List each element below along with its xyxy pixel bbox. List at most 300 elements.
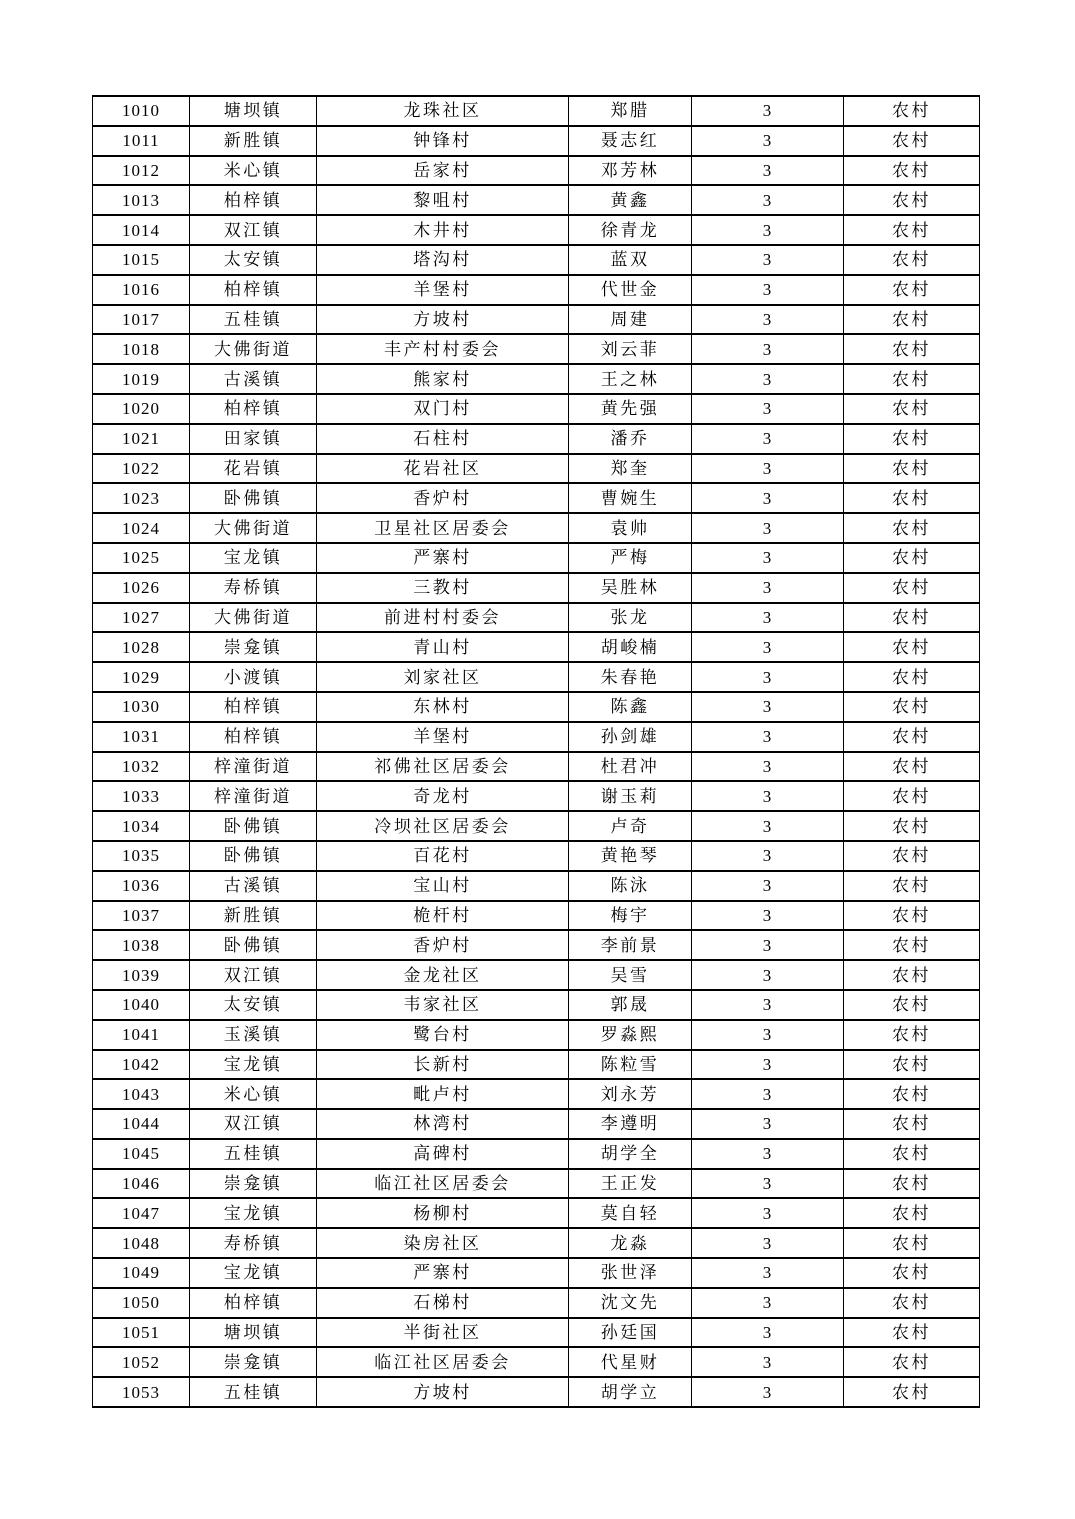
serial-cell: 1051 <box>93 1318 190 1348</box>
serial-cell: 1045 <box>93 1139 190 1169</box>
name-cell: 张世泽 <box>569 1258 692 1288</box>
records-table <box>92 95 980 1408</box>
table-row <box>93 364 980 394</box>
village-cell: 香炉村 <box>317 483 569 513</box>
type-cell: 农村 <box>844 811 980 841</box>
type-cell: 农村 <box>844 543 980 573</box>
serial-cell: 1021 <box>93 424 190 454</box>
village-cell: 羊堡村 <box>317 722 569 752</box>
serial-cell: 1011 <box>93 126 190 156</box>
type-cell: 农村 <box>844 632 980 662</box>
village-cell: 花岩社区 <box>317 454 569 484</box>
serial-cell: 1023 <box>93 483 190 513</box>
type-cell: 农村 <box>844 1198 980 1228</box>
serial-cell: 1026 <box>93 573 190 603</box>
serial-cell: 1031 <box>93 722 190 752</box>
name-cell: 代星财 <box>569 1347 692 1377</box>
serial-cell: 1016 <box>93 275 190 305</box>
table-row <box>93 1050 980 1080</box>
town-cell: 太安镇 <box>190 990 317 1020</box>
count-cell: 3 <box>692 1050 844 1080</box>
type-cell: 农村 <box>844 394 980 424</box>
table-row <box>93 662 980 692</box>
count-cell: 3 <box>692 1079 844 1109</box>
count-cell: 3 <box>692 573 844 603</box>
town-cell: 塘坝镇 <box>190 1318 317 1348</box>
serial-cell: 1012 <box>93 156 190 186</box>
type-cell: 农村 <box>844 215 980 245</box>
table-row <box>93 156 980 186</box>
village-cell: 冷坝社区居委会 <box>317 811 569 841</box>
name-cell: 李遵明 <box>569 1109 692 1139</box>
table-row <box>93 841 980 871</box>
village-cell: 羊堡村 <box>317 275 569 305</box>
town-cell: 卧佛镇 <box>190 811 317 841</box>
type-cell: 农村 <box>844 1318 980 1348</box>
count-cell: 3 <box>692 275 844 305</box>
count-cell: 3 <box>692 1318 844 1348</box>
table-row <box>93 483 980 513</box>
type-cell: 农村 <box>844 573 980 603</box>
village-cell: 塔沟村 <box>317 245 569 275</box>
village-cell: 香炉村 <box>317 930 569 960</box>
serial-cell: 1032 <box>93 752 190 782</box>
count-cell: 3 <box>692 1258 844 1288</box>
count-cell: 3 <box>692 1228 844 1258</box>
name-cell: 胡学立 <box>569 1377 692 1407</box>
count-cell: 3 <box>692 1288 844 1318</box>
village-cell: 岳家村 <box>317 156 569 186</box>
town-cell: 大佛街道 <box>190 513 317 543</box>
name-cell: 郭晟 <box>569 990 692 1020</box>
count-cell: 3 <box>692 185 844 215</box>
table-row <box>93 632 980 662</box>
town-cell: 宝龙镇 <box>190 1050 317 1080</box>
serial-cell: 1039 <box>93 960 190 990</box>
table-row <box>93 215 980 245</box>
serial-cell: 1049 <box>93 1258 190 1288</box>
table-row <box>93 1228 980 1258</box>
count-cell: 3 <box>692 334 844 364</box>
serial-cell: 1043 <box>93 1079 190 1109</box>
serial-cell: 1015 <box>93 245 190 275</box>
table-row <box>93 960 980 990</box>
count-cell: 3 <box>692 1139 844 1169</box>
name-cell: 陈粒雪 <box>569 1050 692 1080</box>
village-cell: 东林村 <box>317 692 569 722</box>
village-cell: 金龙社区 <box>317 960 569 990</box>
name-cell: 代世金 <box>569 275 692 305</box>
serial-cell: 1038 <box>93 930 190 960</box>
table-row <box>93 752 980 782</box>
village-cell: 严寨村 <box>317 1258 569 1288</box>
count-cell: 3 <box>692 513 844 543</box>
type-cell: 农村 <box>844 126 980 156</box>
serial-cell: 1014 <box>93 215 190 245</box>
village-cell: 前进村村委会 <box>317 603 569 633</box>
town-cell: 宝龙镇 <box>190 1258 317 1288</box>
town-cell: 双江镇 <box>190 215 317 245</box>
name-cell: 吴胜林 <box>569 573 692 603</box>
village-cell: 临江社区居委会 <box>317 1347 569 1377</box>
name-cell: 陈鑫 <box>569 692 692 722</box>
village-cell: 钟锋村 <box>317 126 569 156</box>
table-row <box>93 1258 980 1288</box>
name-cell: 王之林 <box>569 364 692 394</box>
serial-cell: 1053 <box>93 1377 190 1407</box>
type-cell: 农村 <box>844 156 980 186</box>
table-row <box>93 1020 980 1050</box>
name-cell: 沈文先 <box>569 1288 692 1318</box>
name-cell: 蓝双 <box>569 245 692 275</box>
count-cell: 3 <box>692 364 844 394</box>
name-cell: 袁帅 <box>569 513 692 543</box>
village-cell: 杨柳村 <box>317 1198 569 1228</box>
village-cell: 石梯村 <box>317 1288 569 1318</box>
village-cell: 宝山村 <box>317 871 569 901</box>
village-cell: 石柱村 <box>317 424 569 454</box>
name-cell: 龙淼 <box>569 1228 692 1258</box>
town-cell: 小渡镇 <box>190 662 317 692</box>
town-cell: 新胜镇 <box>190 901 317 931</box>
count-cell: 3 <box>692 781 844 811</box>
count-cell: 3 <box>692 543 844 573</box>
name-cell: 黄先强 <box>569 394 692 424</box>
type-cell: 农村 <box>844 1079 980 1109</box>
type-cell: 农村 <box>844 185 980 215</box>
table-row <box>93 305 980 335</box>
village-cell: 半街社区 <box>317 1318 569 1348</box>
village-cell: 桅杆村 <box>317 901 569 931</box>
town-cell: 大佛街道 <box>190 603 317 633</box>
table-row <box>93 1198 980 1228</box>
count-cell: 3 <box>692 752 844 782</box>
village-cell: 临江社区居委会 <box>317 1169 569 1199</box>
town-cell: 田家镇 <box>190 424 317 454</box>
type-cell: 农村 <box>844 692 980 722</box>
town-cell: 柏梓镇 <box>190 722 317 752</box>
table-row <box>93 1169 980 1199</box>
serial-cell: 1033 <box>93 781 190 811</box>
village-cell: 祁佛社区居委会 <box>317 752 569 782</box>
type-cell: 农村 <box>844 454 980 484</box>
type-cell: 农村 <box>844 960 980 990</box>
serial-cell: 1048 <box>93 1228 190 1258</box>
serial-cell: 1024 <box>93 513 190 543</box>
count-cell: 3 <box>692 424 844 454</box>
count-cell: 3 <box>692 662 844 692</box>
type-cell: 农村 <box>844 930 980 960</box>
type-cell: 农村 <box>844 871 980 901</box>
town-cell: 双江镇 <box>190 1109 317 1139</box>
name-cell: 李前景 <box>569 930 692 960</box>
type-cell: 农村 <box>844 841 980 871</box>
name-cell: 朱春艳 <box>569 662 692 692</box>
village-cell: 熊家村 <box>317 364 569 394</box>
village-cell: 青山村 <box>317 632 569 662</box>
village-cell: 长新村 <box>317 1050 569 1080</box>
table-row <box>93 722 980 752</box>
village-cell: 染房社区 <box>317 1228 569 1258</box>
name-cell: 孙剑雄 <box>569 722 692 752</box>
village-cell: 丰产村村委会 <box>317 334 569 364</box>
village-cell: 刘家社区 <box>317 662 569 692</box>
name-cell: 吴雪 <box>569 960 692 990</box>
name-cell: 严梅 <box>569 543 692 573</box>
name-cell: 胡学全 <box>569 1139 692 1169</box>
type-cell: 农村 <box>844 603 980 633</box>
count-cell: 3 <box>692 394 844 424</box>
village-cell: 卫星社区居委会 <box>317 513 569 543</box>
table-row <box>93 1347 980 1377</box>
serial-cell: 1044 <box>93 1109 190 1139</box>
name-cell: 陈泳 <box>569 871 692 901</box>
town-cell: 古溪镇 <box>190 871 317 901</box>
table-row <box>93 96 980 126</box>
town-cell: 塘坝镇 <box>190 96 317 126</box>
serial-cell: 1025 <box>93 543 190 573</box>
type-cell: 农村 <box>844 513 980 543</box>
town-cell: 双江镇 <box>190 960 317 990</box>
count-cell: 3 <box>692 871 844 901</box>
type-cell: 农村 <box>844 424 980 454</box>
village-cell: 奇龙村 <box>317 781 569 811</box>
count-cell: 3 <box>692 841 844 871</box>
type-cell: 农村 <box>844 245 980 275</box>
type-cell: 农村 <box>844 305 980 335</box>
type-cell: 农村 <box>844 1347 980 1377</box>
town-cell: 卧佛镇 <box>190 930 317 960</box>
serial-cell: 1052 <box>93 1347 190 1377</box>
table-row <box>93 394 980 424</box>
serial-cell: 1013 <box>93 185 190 215</box>
serial-cell: 1027 <box>93 603 190 633</box>
serial-cell: 1010 <box>93 96 190 126</box>
count-cell: 3 <box>692 126 844 156</box>
count-cell: 3 <box>692 901 844 931</box>
count-cell: 3 <box>692 1198 844 1228</box>
type-cell: 农村 <box>844 1169 980 1199</box>
serial-cell: 1022 <box>93 454 190 484</box>
name-cell: 胡峻楠 <box>569 632 692 662</box>
table-row <box>93 781 980 811</box>
village-cell: 毗卢村 <box>317 1079 569 1109</box>
count-cell: 3 <box>692 692 844 722</box>
village-cell: 韦家社区 <box>317 990 569 1020</box>
name-cell: 罗淼熙 <box>569 1020 692 1050</box>
type-cell: 农村 <box>844 1377 980 1407</box>
serial-cell: 1029 <box>93 662 190 692</box>
town-cell: 米心镇 <box>190 1079 317 1109</box>
village-cell: 百花村 <box>317 841 569 871</box>
count-cell: 3 <box>692 811 844 841</box>
table-row <box>93 573 980 603</box>
town-cell: 宝龙镇 <box>190 543 317 573</box>
type-cell: 农村 <box>844 483 980 513</box>
serial-cell: 1037 <box>93 901 190 931</box>
serial-cell: 1028 <box>93 632 190 662</box>
count-cell: 3 <box>692 454 844 484</box>
name-cell: 曹婉生 <box>569 483 692 513</box>
name-cell: 杜君冲 <box>569 752 692 782</box>
table-row <box>93 543 980 573</box>
name-cell: 黄鑫 <box>569 185 692 215</box>
town-cell: 柏梓镇 <box>190 275 317 305</box>
town-cell: 五桂镇 <box>190 305 317 335</box>
table-row <box>93 1109 980 1139</box>
name-cell: 黄艳琴 <box>569 841 692 871</box>
table-row <box>93 185 980 215</box>
table-row <box>93 1318 980 1348</box>
type-cell: 农村 <box>844 662 980 692</box>
village-cell: 龙珠社区 <box>317 96 569 126</box>
town-cell: 卧佛镇 <box>190 841 317 871</box>
name-cell: 刘永芳 <box>569 1079 692 1109</box>
town-cell: 柏梓镇 <box>190 1288 317 1318</box>
town-cell: 宝龙镇 <box>190 1198 317 1228</box>
name-cell: 徐青龙 <box>569 215 692 245</box>
count-cell: 3 <box>692 215 844 245</box>
type-cell: 农村 <box>844 1109 980 1139</box>
town-cell: 太安镇 <box>190 245 317 275</box>
serial-cell: 1050 <box>93 1288 190 1318</box>
town-cell: 五桂镇 <box>190 1377 317 1407</box>
table-row <box>93 1377 980 1407</box>
town-cell: 梓潼街道 <box>190 781 317 811</box>
name-cell: 聂志红 <box>569 126 692 156</box>
table-row <box>93 245 980 275</box>
type-cell: 农村 <box>844 1139 980 1169</box>
serial-cell: 1017 <box>93 305 190 335</box>
table-row <box>93 275 980 305</box>
town-cell: 梓潼街道 <box>190 752 317 782</box>
table-row <box>93 901 980 931</box>
serial-cell: 1047 <box>93 1198 190 1228</box>
town-cell: 崇龛镇 <box>190 1169 317 1199</box>
type-cell: 农村 <box>844 752 980 782</box>
table-row <box>93 1288 980 1318</box>
table-row <box>93 811 980 841</box>
village-cell: 双门村 <box>317 394 569 424</box>
village-cell: 方坡村 <box>317 305 569 335</box>
village-cell: 林湾村 <box>317 1109 569 1139</box>
village-cell: 木井村 <box>317 215 569 245</box>
name-cell: 周建 <box>569 305 692 335</box>
count-cell: 3 <box>692 960 844 990</box>
town-cell: 崇龛镇 <box>190 632 317 662</box>
name-cell: 郑奎 <box>569 454 692 484</box>
table-row <box>93 1139 980 1169</box>
name-cell: 郑腊 <box>569 96 692 126</box>
serial-cell: 1040 <box>93 990 190 1020</box>
town-cell: 寿桥镇 <box>190 1228 317 1258</box>
count-cell: 3 <box>692 1169 844 1199</box>
name-cell: 潘乔 <box>569 424 692 454</box>
type-cell: 农村 <box>844 364 980 394</box>
count-cell: 3 <box>692 245 844 275</box>
count-cell: 3 <box>692 156 844 186</box>
serial-cell: 1019 <box>93 364 190 394</box>
table-row <box>93 126 980 156</box>
table-row <box>93 424 980 454</box>
count-cell: 3 <box>692 603 844 633</box>
table-row <box>93 930 980 960</box>
table-row <box>93 513 980 543</box>
table-row <box>93 1079 980 1109</box>
name-cell: 卢奇 <box>569 811 692 841</box>
serial-cell: 1041 <box>93 1020 190 1050</box>
table-row <box>93 603 980 633</box>
name-cell: 王正发 <box>569 1169 692 1199</box>
town-cell: 柏梓镇 <box>190 692 317 722</box>
town-cell: 寿桥镇 <box>190 573 317 603</box>
type-cell: 农村 <box>844 1258 980 1288</box>
serial-cell: 1020 <box>93 394 190 424</box>
count-cell: 3 <box>692 305 844 335</box>
town-cell: 柏梓镇 <box>190 185 317 215</box>
count-cell: 3 <box>692 990 844 1020</box>
count-cell: 3 <box>692 483 844 513</box>
count-cell: 3 <box>692 96 844 126</box>
village-cell: 方坡村 <box>317 1377 569 1407</box>
name-cell: 张龙 <box>569 603 692 633</box>
type-cell: 农村 <box>844 722 980 752</box>
town-cell: 崇龛镇 <box>190 1347 317 1377</box>
town-cell: 米心镇 <box>190 156 317 186</box>
table-row <box>93 454 980 484</box>
name-cell: 刘云菲 <box>569 334 692 364</box>
village-cell: 严寨村 <box>317 543 569 573</box>
type-cell: 农村 <box>844 96 980 126</box>
town-cell: 玉溪镇 <box>190 1020 317 1050</box>
count-cell: 3 <box>692 930 844 960</box>
count-cell: 3 <box>692 722 844 752</box>
village-cell: 三教村 <box>317 573 569 603</box>
town-cell: 卧佛镇 <box>190 483 317 513</box>
serial-cell: 1046 <box>93 1169 190 1199</box>
name-cell: 谢玉莉 <box>569 781 692 811</box>
type-cell: 农村 <box>844 334 980 364</box>
name-cell: 莫自轻 <box>569 1198 692 1228</box>
town-cell: 新胜镇 <box>190 126 317 156</box>
serial-cell: 1036 <box>93 871 190 901</box>
serial-cell: 1035 <box>93 841 190 871</box>
name-cell: 孙廷国 <box>569 1318 692 1348</box>
serial-cell: 1018 <box>93 334 190 364</box>
count-cell: 3 <box>692 1347 844 1377</box>
table-row <box>93 692 980 722</box>
type-cell: 农村 <box>844 1228 980 1258</box>
town-cell: 柏梓镇 <box>190 394 317 424</box>
type-cell: 农村 <box>844 1288 980 1318</box>
type-cell: 农村 <box>844 1020 980 1050</box>
name-cell: 梅宇 <box>569 901 692 931</box>
town-cell: 花岩镇 <box>190 454 317 484</box>
serial-cell: 1042 <box>93 1050 190 1080</box>
count-cell: 3 <box>692 632 844 662</box>
serial-cell: 1030 <box>93 692 190 722</box>
town-cell: 古溪镇 <box>190 364 317 394</box>
table-row <box>93 990 980 1020</box>
type-cell: 农村 <box>844 990 980 1020</box>
table-row <box>93 334 980 364</box>
count-cell: 3 <box>692 1109 844 1139</box>
table-row <box>93 871 980 901</box>
type-cell: 农村 <box>844 901 980 931</box>
serial-cell: 1034 <box>93 811 190 841</box>
town-cell: 大佛街道 <box>190 334 317 364</box>
village-cell: 高碑村 <box>317 1139 569 1169</box>
